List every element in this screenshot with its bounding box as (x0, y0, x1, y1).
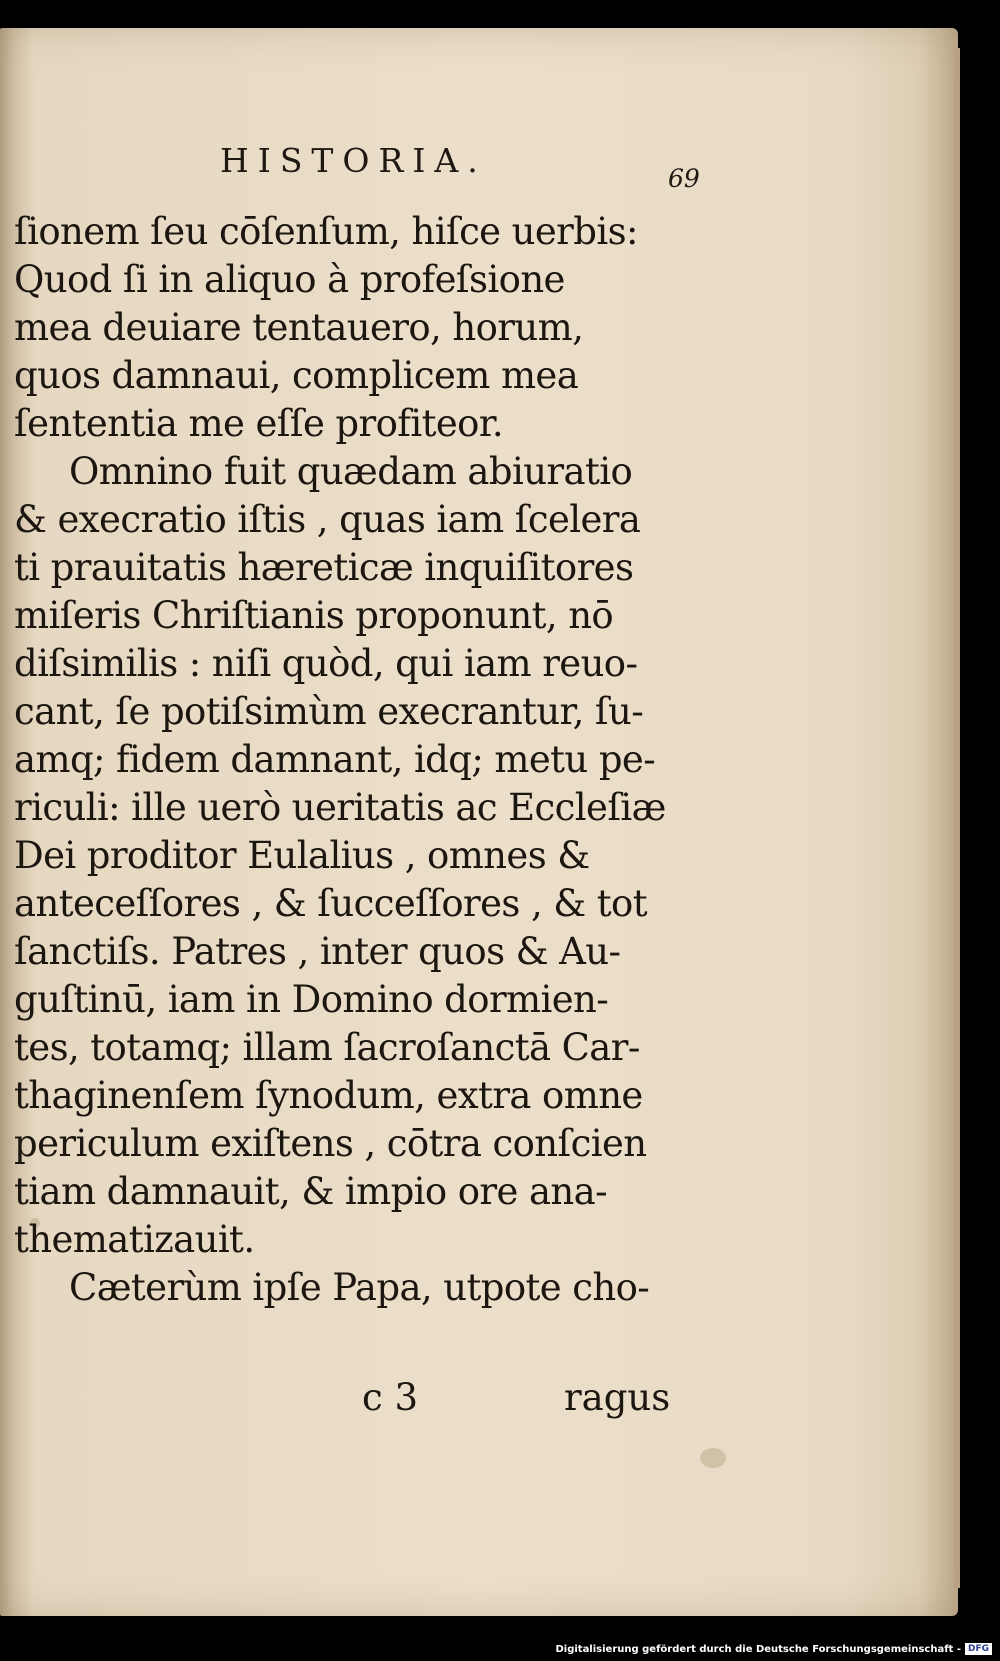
text-line: Cæterùm ipſe Papa, utpote cho- (69, 1266, 650, 1309)
text-line: cant, ſe potiſsimùm execrantur, ſu- (14, 690, 644, 733)
text-line: guſtinū, iam in Domino dormien- (14, 978, 609, 1021)
text-line: ſententia me eſſe profiteor. (14, 402, 504, 445)
page-number: 69 (668, 164, 700, 193)
text-line: Omnino fuit quædam abiuratio (69, 450, 633, 493)
signature-mark: c 3 (362, 1376, 419, 1419)
text-line: ſanctiſs. Patres , inter quos & Au- (14, 930, 621, 973)
text-line: miſeris Chriſtianis proponunt, nō (14, 594, 614, 637)
digitization-credit (555, 1643, 992, 1655)
text-line: quos damnaui, complicem mea (14, 354, 579, 397)
text-line: mea deuiare tentauero, horum, (14, 306, 584, 349)
catch-line (0, 1376, 958, 1426)
text-line: thaginenſem ſynodum, extra omne (14, 1074, 643, 1117)
catchword: ragus (564, 1376, 671, 1419)
text-line: tiam damnauit, & impio ore ana- (14, 1170, 608, 1213)
text-line: Quod ſi in aliquo à profeſsione (14, 258, 565, 301)
book-page (0, 28, 958, 1616)
credit-text: Digitalisierung gefördert durch die Deutsche Forschungsgemeinschaft - (555, 1643, 961, 1655)
text-line: ſionem ſeu cōſenſum, hiſce uerbis: (14, 210, 638, 253)
text-line: thematizauit. (14, 1218, 255, 1261)
text-line: Dei proditor Eulalius , omnes & (14, 834, 590, 877)
text-line: periculum exiſtens , cōtra conſcien (14, 1122, 647, 1165)
body-text (14, 208, 714, 1312)
text-line: tes, totamq; illam ſacroſanctā Car- (14, 1026, 640, 1069)
text-line: ti prauitatis hæreticæ inquiſitores (14, 546, 634, 589)
text-line: diſsimilis : niſi quòd, qui iam reuo- (14, 642, 638, 685)
text-line: anteceſſores , & ſucceſſores , & tot (14, 882, 647, 925)
dfg-logo: DFG (965, 1643, 992, 1655)
text-line: riculi: ille uerò ueritatis ac Eccleſiæ (14, 786, 666, 829)
foxing-spot (700, 1448, 726, 1468)
running-head: HISTORIA. (220, 141, 487, 180)
page-edge (954, 48, 960, 1588)
text-line: & execratio iſtis , quas iam ſcelera (14, 498, 641, 541)
text-line: amq; fidem damnant, idq; metu pe- (14, 738, 656, 781)
